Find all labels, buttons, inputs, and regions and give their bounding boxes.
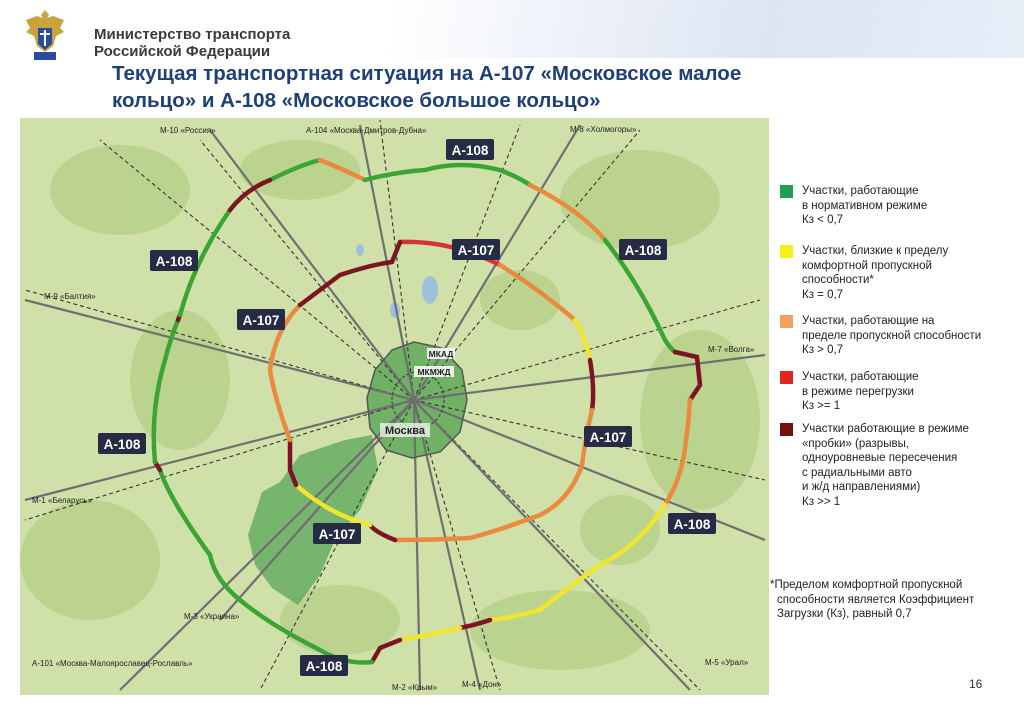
a108-label-left-bottom: А-108 bbox=[103, 437, 141, 452]
highway-label-m7: М-7 «Волга» bbox=[708, 345, 755, 354]
slide-title-line1: Текущая транспортная ситуация на А-107 «Московское малое bbox=[112, 62, 742, 85]
legend-text: Участки, близкие к пределу bbox=[802, 245, 949, 257]
legend-text: Участки работающие в режиме bbox=[802, 423, 969, 435]
legend-text: Кз >= 1 bbox=[802, 400, 841, 412]
legend-text: комфортной пропускной bbox=[802, 259, 932, 272]
highway-label-m4: М-4 «Дон» bbox=[462, 680, 502, 689]
legend-text: и ж/д направлениями) bbox=[802, 481, 921, 493]
footnote-line: способности является Коэффициент bbox=[777, 593, 975, 606]
ministry-name-line1: Министерство транспорта bbox=[94, 26, 291, 43]
legend-text: Участки, работающие bbox=[802, 185, 919, 197]
highway-label-m1: М-1 «Беларусь» bbox=[32, 496, 92, 505]
legend-text: одноуровневые пересечения bbox=[802, 452, 958, 464]
highway-label-m5: М-5 «Урал» bbox=[705, 658, 749, 667]
legend-text: способности* bbox=[802, 274, 874, 286]
highway-label-a104: А-104 «Москва-Дмитров-Дубна» bbox=[306, 126, 427, 135]
legend-text: Кз < 0,7 bbox=[802, 214, 844, 226]
ministry-name-line2: Российской Федерации bbox=[94, 43, 271, 60]
highway-label-m2: М-2 «Крым» bbox=[392, 683, 438, 692]
slide-title bbox=[112, 60, 792, 114]
a108-label-right-bottom: А-108 bbox=[673, 517, 711, 532]
a107-label-bottom: А-107 bbox=[318, 527, 356, 542]
page-number: 16 bbox=[969, 677, 983, 691]
legend-swatch-red bbox=[780, 371, 793, 384]
mkmzhd-label: МКМЖД bbox=[417, 367, 451, 377]
a108-label-right-top: А-108 bbox=[624, 243, 662, 258]
legend-text: Кз = 0,7 bbox=[802, 288, 844, 301]
legend-swatch-darkred bbox=[780, 423, 793, 436]
legend-swatch-orange bbox=[780, 315, 793, 328]
map-panel bbox=[20, 118, 769, 695]
slide-title-line2: кольцо» и А-108 «Московское большое кольцо» bbox=[112, 89, 601, 112]
highway-label-m10: М-10 «Россия» bbox=[160, 126, 216, 135]
footnote bbox=[770, 578, 974, 622]
ministry-name bbox=[94, 26, 290, 60]
coat-of-arms-logo bbox=[20, 6, 70, 64]
map-svg bbox=[20, 118, 769, 695]
footnote-line: Загрузки (Кз), равный 0,7 bbox=[777, 608, 912, 620]
legend-text: пределе пропускной способности bbox=[802, 329, 982, 342]
legend-text: в режиме перегрузки bbox=[802, 385, 914, 398]
mkad-label: МКАД bbox=[428, 349, 454, 359]
highway-label-m8: М-8 «Холмогоры» bbox=[570, 125, 637, 134]
legend-text: Кз > 0,7 bbox=[802, 344, 844, 356]
highway-label-m3: М-3 «Украина» bbox=[184, 612, 240, 621]
moscow-label: Москва bbox=[384, 425, 426, 437]
a107-label-top: А-107 bbox=[457, 243, 495, 258]
highway-label-a101: А-101 «Москва-Малоярославец-Рославль» bbox=[32, 659, 193, 668]
a107-label-right: А-107 bbox=[589, 430, 627, 445]
legend-text: с радиальными авто bbox=[802, 466, 912, 479]
legend-swatch-green bbox=[780, 185, 793, 198]
highway-label-m9: М-9 «Балтия» bbox=[44, 292, 96, 301]
legend-swatch-yellow bbox=[780, 245, 793, 258]
legend-text: «пробки» (разрывы, bbox=[802, 437, 910, 450]
a108-label-bottom: А-108 bbox=[305, 659, 343, 674]
legend-text: в нормативном режиме bbox=[802, 199, 928, 212]
legend-text: Кз >> 1 bbox=[802, 495, 841, 508]
footnote-line: *Пределом комфортной пропускной bbox=[770, 579, 963, 591]
a108-label-left-top: А-108 bbox=[155, 254, 193, 269]
a107-label-left: А-107 bbox=[242, 313, 280, 328]
a108-label-top: А-108 bbox=[451, 143, 489, 158]
legend-text: Участки, работающие bbox=[802, 371, 919, 383]
legend-text: Участки, работающие на bbox=[802, 315, 935, 327]
